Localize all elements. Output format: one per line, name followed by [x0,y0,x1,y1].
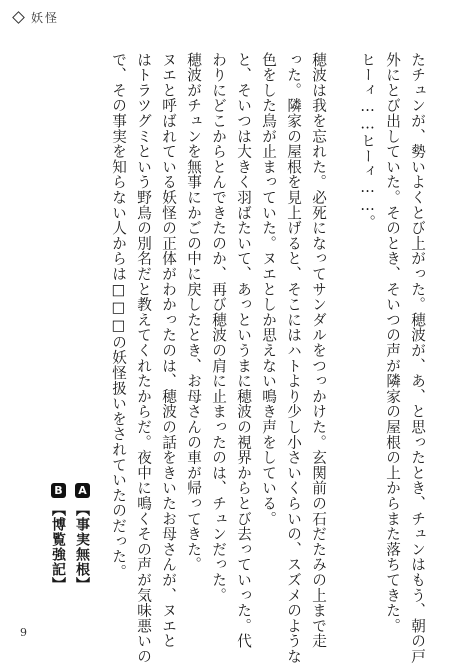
text-column-4: 穂波は我を忘れた。必死になってサンダルをつっかけた。玄関前の石だたみの上まで走 [310,52,327,649]
text-column-3: ヒーィ……ヒーィ……。 [359,52,376,230]
answer-choice-a [72,483,92,592]
text-column-12: で、その事実を知らない人からは□□□の妖怪扱いをされていたのだった。 [110,52,127,580]
page-number: 9 [20,626,27,639]
header-title: 妖怪 [31,11,60,25]
running-header [14,9,59,26]
answer-choice-b [48,483,68,592]
text-column-7: と、そいつは大きく羽ばたいて、あっというまに穂波の視界からとび去っていった。代 [235,52,252,649]
choice-letter-badge: B [52,483,65,498]
text-column-1: たチュンが、勢いよくとび上がった。穂波が、あ、と思ったとき、チュンはもう、朝の戸 [409,52,426,664]
choice-letter-badge: A [76,483,89,498]
text-column-11: はトラツグミという野鳥の別名だと教えてくれたからだ。夜中に鳴くその声が気味悪いの [135,52,152,664]
text-column-8: わりにどこからとんできたのか、再び穂波の肩に止まったのは、チュンだった。 [210,52,227,603]
choice-text: 【博覧強記】 [50,502,66,592]
text-column-5: った。隣家の屋根を見上げると、そこにはハトより少し小さいくらいの、スズメのような [285,52,302,664]
diamond-icon [12,11,25,24]
choice-text: 【事実無根】 [74,502,90,592]
text-column-10: ヌエと呼ばれている妖怪の正体がわかったのは、穂波の話をきいたお母さんが、ヌエと [160,52,177,649]
text-column-9: 穂波がチュンを無事にかごの中に戻したとき、お母さんの車が帰ってきた。 [185,52,202,573]
text-column-6: 色をした鳥が止まっていた。ヌエとしか思えない鳴き声をしている。 [260,52,277,527]
text-column-2: 外にとび出していた。そのとき、そいつの声が隣家の屋根の上からまた落ちてきた。 [384,52,401,634]
